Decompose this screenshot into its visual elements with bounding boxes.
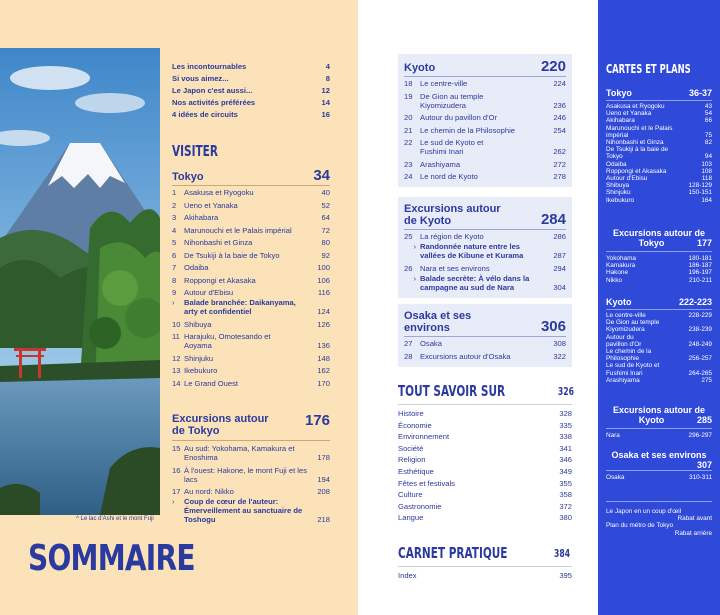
table-row[interactable]: Environnement 338: [398, 432, 572, 442]
map-row[interactable]: Le sud de Kyoto et Fushimi Inari 264-265: [606, 362, 712, 377]
kyoto-header[interactable]: Kyoto 220: [404, 58, 566, 75]
kyoto-section: [398, 54, 572, 187]
chevron-right-icon: ›: [172, 298, 175, 307]
map-row[interactable]: Marunouchi et le Palais impérial 75: [606, 124, 712, 139]
divider: [404, 229, 566, 230]
maps-exc-kyoto-section: [606, 405, 712, 439]
divider: [606, 100, 712, 101]
divider: [606, 470, 712, 471]
table-row[interactable]: 7 Odaiba 100: [172, 263, 330, 272]
map-row[interactable]: Akihabara 66: [606, 117, 712, 125]
map-row[interactable]: Autour d'Ebisu 118: [606, 175, 712, 183]
table-row[interactable]: 20 Autour du pavillon d'Or 246: [404, 113, 566, 122]
osaka-section: [398, 304, 572, 367]
divider: [404, 336, 566, 337]
map-row[interactable]: Roppongi et Akasaka 108: [606, 167, 712, 175]
back-cover-maps: [606, 508, 712, 537]
maps-tokyo-header[interactable]: Tokyo 36-37: [606, 88, 712, 98]
divider: [172, 440, 330, 441]
map-row[interactable]: Le Japon en un coup d'œil: [606, 508, 682, 515]
mount-fuji-lake-photo: [0, 48, 160, 515]
chevron-right-icon: ›: [413, 273, 416, 283]
divider: [398, 404, 572, 405]
table-row[interactable]: 25 La région de Kyoto 286: [404, 232, 566, 241]
table-row[interactable]: Économie 335: [398, 420, 572, 430]
table-row[interactable]: 28 Excursions autour d'Osaka 322: [404, 351, 566, 361]
section-title-visiter: VISITER: [172, 142, 218, 160]
table-row[interactable]: 6 De Tsukiji à la baie de Tokyo 92: [172, 250, 330, 260]
tout-savoir-header[interactable]: TOUT SAVOIR SUR 326: [398, 382, 574, 400]
excursions-kyoto-section: [398, 197, 572, 298]
maps-exc-tokyo-header[interactable]: Excursions autour de Tokyo 177: [612, 228, 712, 248]
table-row[interactable]: 16 À l'ouest: Hakone, le mont Fuji et les lacs 194: [172, 465, 330, 484]
table-row[interactable]: 12 Shinjuku 148: [172, 353, 330, 363]
divider: [606, 428, 712, 429]
table-row[interactable]: 9 Autour d'Ebisu 116: [172, 288, 330, 297]
excursions-kyoto-header[interactable]: Excursions autour de Kyoto 284: [404, 203, 566, 228]
right-page: [598, 0, 720, 615]
map-row[interactable]: Autour du pavillon d'Or 248-249: [606, 333, 712, 348]
visiter-title-wrap: [172, 142, 330, 160]
table-row[interactable]: 10 Shibuya 126: [172, 319, 330, 329]
map-row[interactable]: Shinjuku 150-151: [606, 189, 712, 197]
tout-savoir-section: [398, 382, 572, 522]
map-row[interactable]: Arashiyama 275: [606, 376, 712, 384]
table-row-sub[interactable]: › Balade branchée: Daikanyama, arty et confidentiel 124: [172, 298, 330, 316]
table-row[interactable]: Histoire 328: [398, 409, 572, 418]
table-row[interactable]: 15 Au sud: Yokohama, Kamakura et Enoshima 178: [172, 444, 330, 462]
table-row[interactable]: 5 Nihonbashi et Ginza 80: [172, 238, 330, 247]
table-row[interactable]: 11 Harajuku, Omotesando et Aoyama 136: [172, 332, 330, 350]
table-row[interactable]: 19 De Gion au temple Kiyomizudera 236: [404, 91, 566, 110]
table-row[interactable]: 26 Nara et ses environs 294: [404, 263, 566, 273]
maps-tokyo-section: [606, 88, 712, 204]
chevron-right-icon: ›: [172, 497, 175, 506]
carnet-header[interactable]: CARNET PRATIQUE 384: [398, 544, 571, 562]
map-row[interactable]: Ueno et Yanaka 54: [606, 110, 712, 118]
divider: [172, 185, 330, 186]
maps-exc-kyoto-header[interactable]: Excursions autour de Kyoto 285: [612, 405, 712, 425]
table-row-sub[interactable]: › Randonnée nature entre les vallées de Kibune et Kurama 287: [404, 242, 566, 260]
page-title: SOMMAIRE: [28, 538, 195, 579]
map-row[interactable]: Osaka 310-311: [606, 474, 712, 481]
table-row[interactable]: 18 Le centre-ville 224: [404, 79, 566, 88]
caret-up-icon: ^: [76, 516, 81, 522]
table-row[interactable]: 27 Osaka 308: [404, 339, 566, 348]
maps-kyoto-header[interactable]: Kyoto 222-223: [606, 297, 712, 307]
map-row[interactable]: Ikebukuro 164: [606, 196, 712, 204]
maps-osaka-header[interactable]: Osaka et ses environs 307: [611, 450, 712, 470]
table-row[interactable]: 17 Au nord: Nikko 208: [172, 487, 330, 496]
table-row[interactable]: Langue 380: [398, 513, 572, 523]
divider: [606, 501, 712, 502]
divider: [606, 309, 712, 310]
chevron-right-icon: ›: [413, 242, 416, 251]
maps-kyoto-section: [606, 297, 712, 384]
excursions-tokyo-header[interactable]: Excursions autour de Tokyo 176: [172, 412, 330, 437]
map-row[interactable]: Le centre-ville 228-229: [606, 312, 712, 319]
table-row[interactable]: 22 Le sud de Kyoto et Fushimi Inari 262: [404, 138, 566, 156]
map-row[interactable]: Asakusa et Ryogoku 43: [606, 103, 712, 110]
list-item[interactable]: 4 idées de circuits 16: [172, 110, 330, 119]
intro-list: [172, 62, 330, 119]
map-row[interactable]: Nara 296-297: [606, 432, 712, 439]
map-row-location: Rabat avant: [677, 515, 712, 523]
map-row[interactable]: Odaiba 103: [606, 160, 712, 168]
maps-osaka-section: [606, 450, 712, 502]
table-row-sub[interactable]: › Balade secrète: À vélo dans la campagne au sud de Nara 304: [404, 274, 566, 292]
table-row[interactable]: 3 Akihabara 64: [172, 213, 330, 222]
photo-caption: ^ Le lac d'Ashi et le mont Fuji: [76, 516, 154, 522]
table-row[interactable]: Esthétique 349: [398, 466, 572, 476]
map-row[interactable]: Shibuya 128-129: [606, 182, 712, 190]
list-item[interactable]: Les incontournables 4: [172, 62, 330, 71]
list-item[interactable]: Si vous aimez... 8: [172, 74, 330, 83]
divider: [404, 76, 566, 77]
table-row[interactable]: 24 Le nord de Kyoto 278: [404, 172, 566, 181]
table-row[interactable]: Société 341: [398, 443, 572, 453]
list-item[interactable]: Le Japon c'est aussi... 12: [172, 86, 330, 95]
map-row[interactable]: Nikko 210-211: [606, 276, 712, 284]
maps-exc-tokyo-section: [606, 228, 712, 284]
table-row[interactable]: 4 Marunouchi et le Palais impérial 72: [172, 225, 330, 235]
table-row[interactable]: 2 Ueno et Yanaka 52: [172, 200, 330, 210]
cartes-title-wrap: [606, 62, 712, 76]
section-title-cartes: CARTES ET PLANS: [606, 62, 691, 76]
list-item[interactable]: Nos activités préférées 14: [172, 98, 330, 107]
table-row[interactable]: 13 Ikebukuro 162: [172, 366, 330, 375]
map-row[interactable]: Nihonbashi et Ginza 82: [606, 139, 712, 147]
table-row[interactable]: Index 395: [398, 571, 572, 580]
table-row[interactable]: 8 Roppongi et Akasaka 106: [172, 275, 330, 285]
table-row[interactable]: 23 Arashiyama 272: [404, 159, 566, 169]
table-row[interactable]: Fêtes et festivals 355: [398, 478, 572, 488]
map-row-location: Rabat arrière: [674, 529, 712, 537]
tokyo-section: [172, 168, 330, 388]
map-row[interactable]: Le chemin de la Philosophie 256-257: [606, 348, 712, 363]
excursions-tokyo-section: [172, 413, 330, 524]
middle-page: [358, 0, 598, 615]
table-row[interactable]: 1 Asakusa et Ryogoku 40: [172, 188, 330, 197]
divider: [398, 566, 572, 567]
table-row[interactable]: Gastronomie 372: [398, 501, 572, 511]
carnet-section: [398, 544, 572, 580]
table-row[interactable]: Religion 346: [398, 455, 572, 465]
table-row[interactable]: 14 Le Grand Ouest 170: [172, 378, 330, 388]
map-row[interactable]: De Tsukiji à la baie de Tokyo 94: [606, 146, 712, 161]
map-row[interactable]: Yokohama 180-181: [606, 255, 712, 262]
tokyo-header[interactable]: Tokyo 34: [172, 167, 330, 184]
osaka-header[interactable]: Osaka et ses environs 306: [404, 310, 566, 335]
map-row[interactable]: Kamakura 186-187: [606, 262, 712, 270]
table-row[interactable]: 21 Le chemin de la Philosophie 254: [404, 125, 566, 135]
divider: [606, 251, 712, 252]
map-row[interactable]: Hakone 196-197: [606, 269, 712, 277]
map-row[interactable]: Plan du métro de Tokyo: [606, 522, 674, 530]
left-page: [0, 0, 358, 615]
table-row-sub[interactable]: › Coup de cœur de l'auteur: Émerveillement au sanctuaire de Toshogu 218: [172, 497, 330, 524]
table-row[interactable]: Culture 358: [398, 490, 572, 500]
map-row[interactable]: De Gion au temple Kiyomizudera 238-239: [606, 319, 712, 334]
